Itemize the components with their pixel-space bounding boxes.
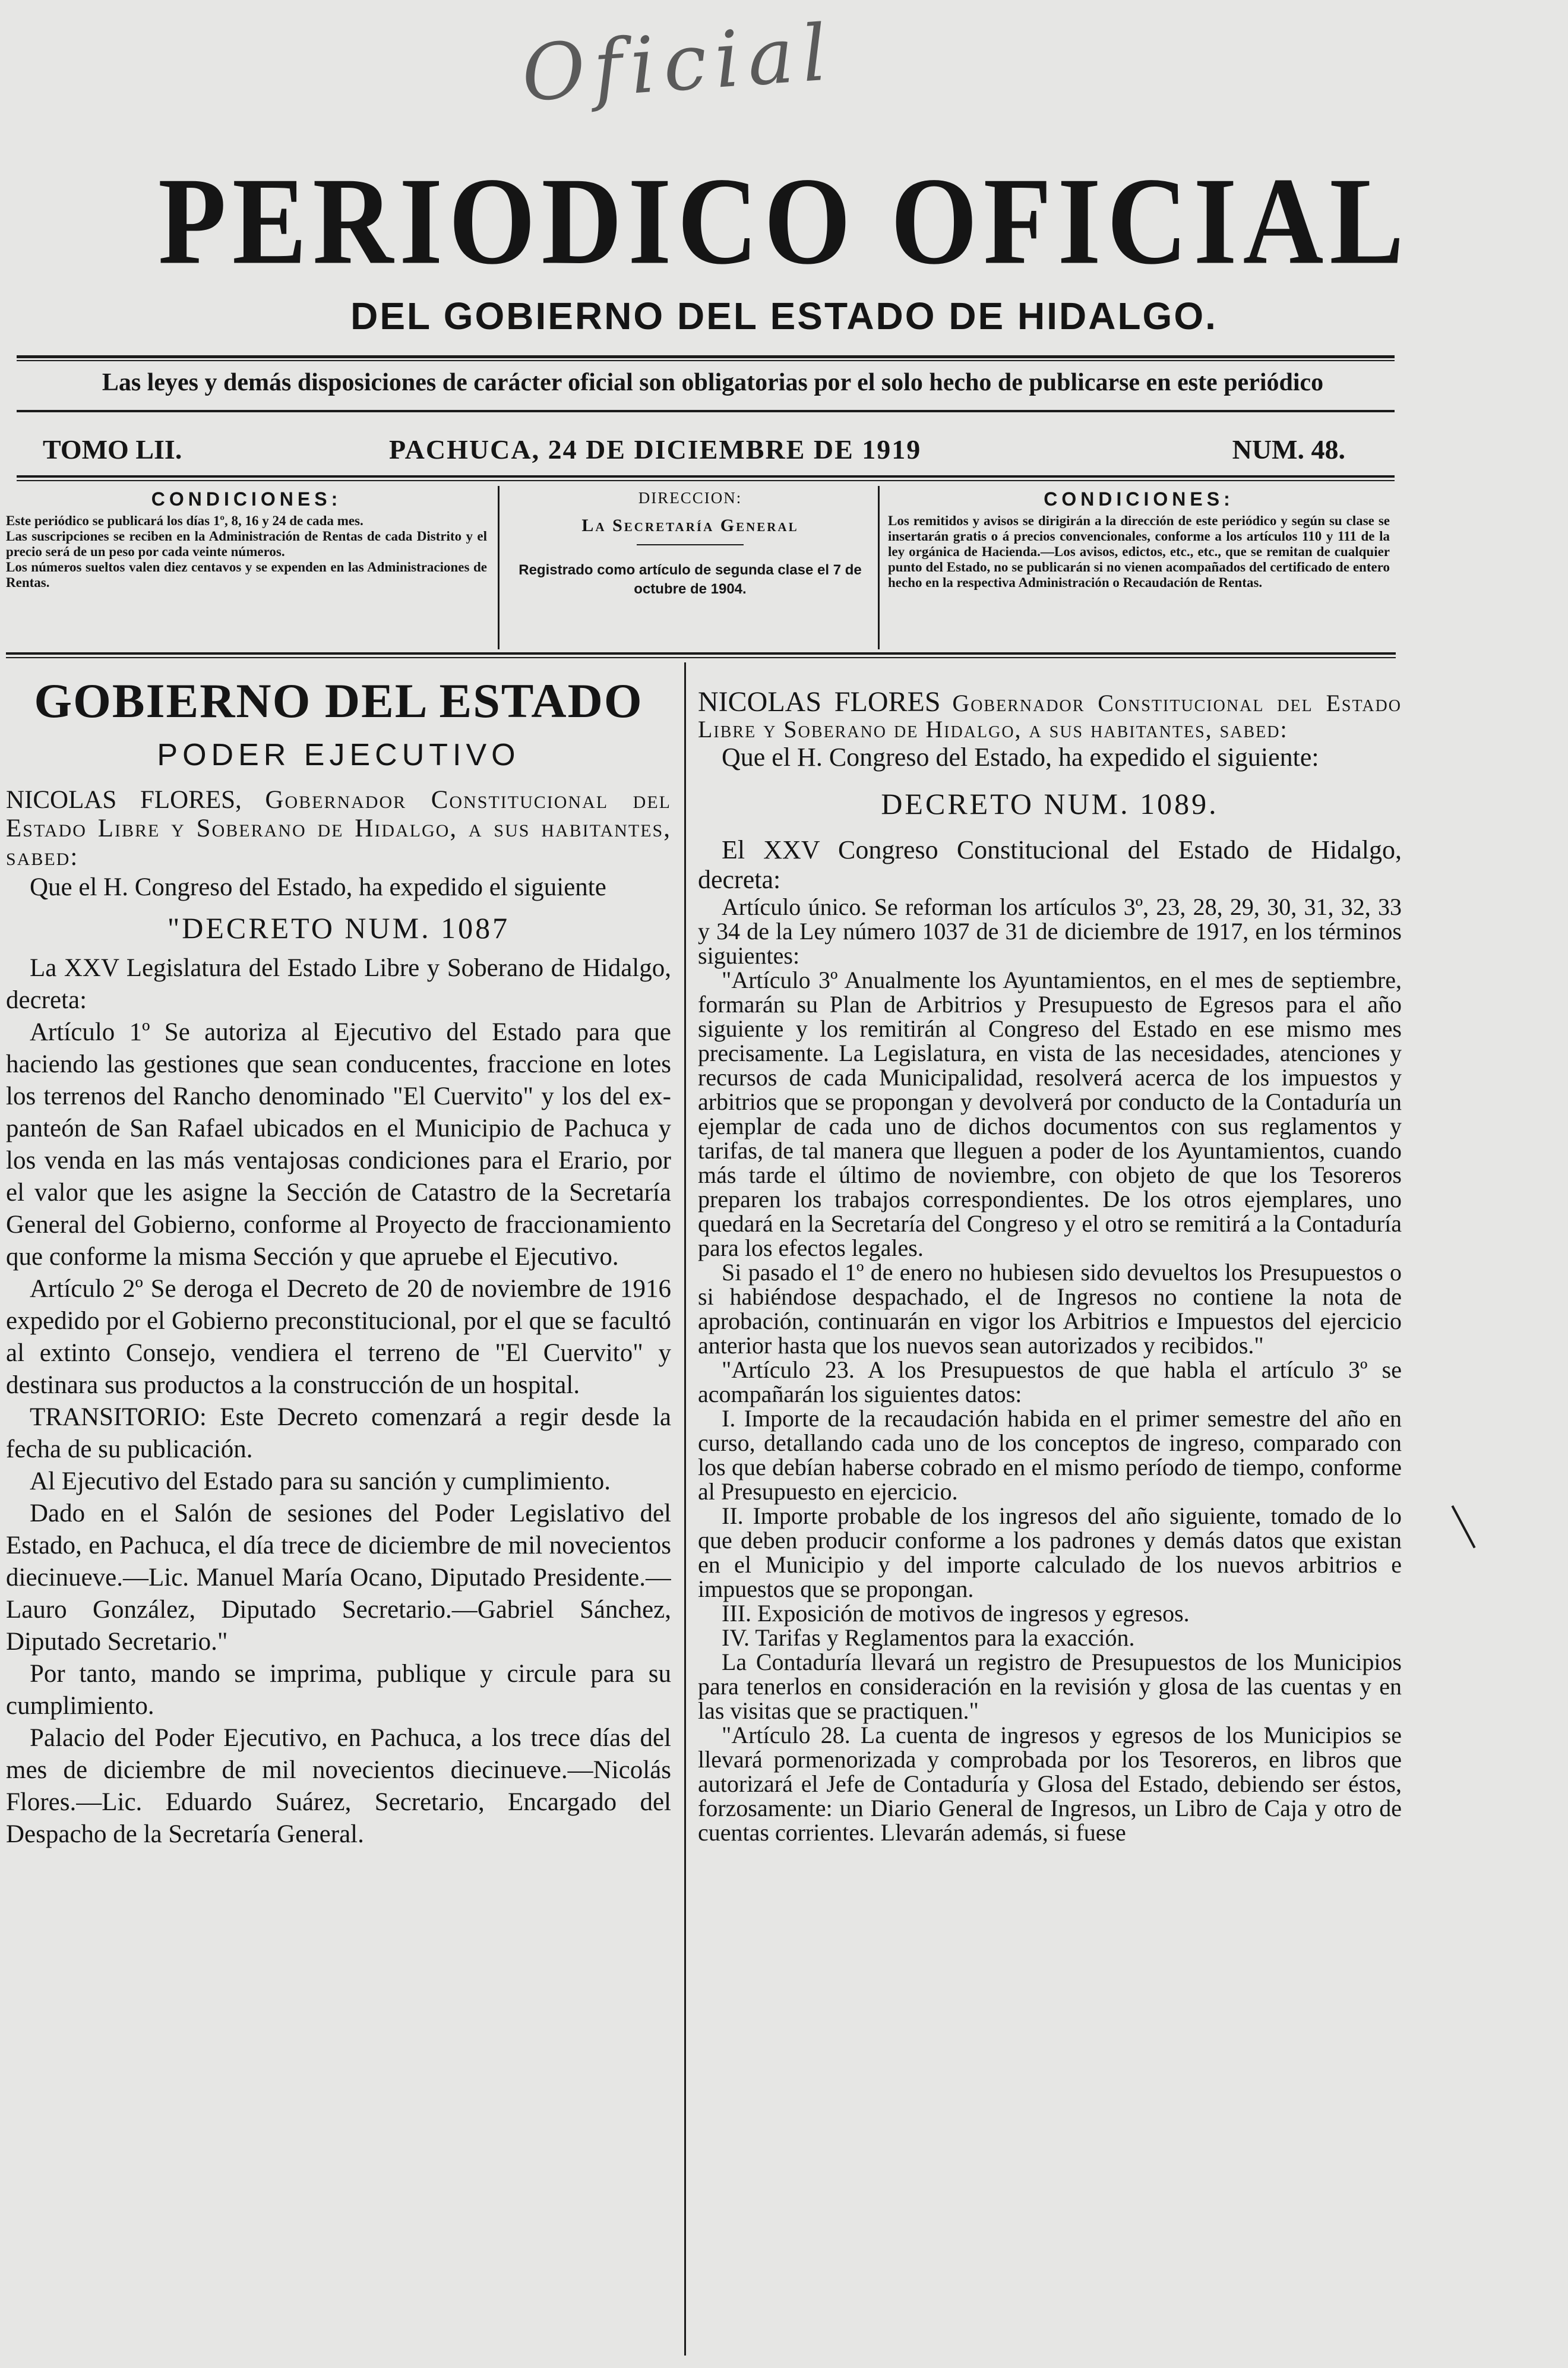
direction-box bbox=[512, 487, 868, 648]
condition-item: Este periódico se publicará los días 1º, 8, 16 y 24 de cada mes. bbox=[6, 513, 363, 528]
decree-title: "DECRETO NUM. 1087 bbox=[167, 911, 510, 945]
volume-number: TOMO LII. bbox=[43, 434, 182, 465]
decree-title: DECRETO NUM. 1089. bbox=[881, 787, 1219, 820]
governor-name: NICOLAS FLORES, bbox=[6, 786, 242, 814]
condition-item: Los números sueltos valen diez centavos y se expenden en las Administraciones de Rentas. bbox=[6, 560, 487, 590]
decree-paragraph: "Artículo 3º Anualmente los Ayuntamientos, en el mes de septiembre, formarán su Plan de Arbitrios y Presupuesto de Egresos para el año siguiente y los remitirán al Congreso del Estado en ese mismo mes precisamente. La Legislatura, en vista de las necesidades, atenciones y recursos de cada Municipalidad, resolverá acerca de los impuestos y arbitrios que se propongan y devolverá por conducto de la Contaduría un ejemplar de cada uno de dichos documentos con sus reglamentos y tarifas, de tal manera que lleguen a poder de los Ayuntamientos, cuando más tarde el último de noviembre, con objeto de que los Tesoreros preparen los trabajos correspondientes. De los otros ejemplares, uno quedará en la Secretaría del Congreso y el otro se remitirá a la Contaduría para los efectos legales. bbox=[698, 967, 1402, 1261]
decree-paragraph: IV. Tarifas y Reglamentos para la exacción. bbox=[722, 1624, 1135, 1651]
header-bottom-rule bbox=[6, 652, 1396, 655]
decree-paragraph: La XXV Legislatura del Estado Libre y Soberano de Hidalgo, decreta: bbox=[6, 954, 671, 1014]
issue-number: NUM. 48. bbox=[1232, 434, 1345, 465]
section-heading: GOBIERNO DEL ESTADO bbox=[34, 674, 643, 728]
conditions-text: Los remitidos y avisos se dirigirán a la dirección de este periódico y según su clase se insertarán gratis o á precios convencionales, conforme a los artículos 110 y 111 de la ley orgánica de Hacienda.—Los avisos, edictos, etc., etc., que se remitan de cualquier punto del Estado, no se publicarán si no vienen acompañados del certificado de entero hecho en la respectiva Administración o Recaudación de Rentas. bbox=[888, 513, 1390, 590]
publication-dateline: PACHUCA, 24 DE DICIEMBRE DE 1919 bbox=[389, 434, 922, 465]
governor-title: Gobernador Constitucional del Estado Libre y Soberano de Hidalgo, a sus habitantes, sabed: bbox=[6, 786, 671, 871]
masthead-rule-top-thin bbox=[17, 360, 1395, 361]
decree-paragraph: III. Exposición de motivos de ingresos y egresos. bbox=[722, 1600, 1190, 1627]
newspaper-subtitle: DEL GOBIERNO DEL ESTADO DE HIDALGO. bbox=[350, 295, 1218, 337]
decree-paragraph: Al Ejecutivo del Estado para su sanción y cumplimiento. bbox=[30, 1467, 611, 1495]
decree-paragraph: I. Importe de la recaudación habida en el primer semestre del año en curso, detallando cada uno de los conceptos de ingreso, comparado con los que debían haberse cobrado en el mismo período de tiempo, conforme al Presupuesto en ejercicio. bbox=[698, 1405, 1402, 1505]
direction-inner-rule bbox=[637, 544, 744, 545]
newspaper-title: PERIODICO OFICIAL bbox=[158, 151, 1410, 291]
decree-paragraph: Por tanto, mando se imprima, publique y circule para su cumplimiento. bbox=[6, 1660, 671, 1720]
condition-item: Las suscripciones se reciben en la Administración de Rentas de cada Distrito y el precio será de un peso por cada veinte números. bbox=[6, 529, 487, 559]
governor-name: NICOLAS FLORES bbox=[698, 689, 941, 718]
dateline-rule bbox=[17, 475, 1395, 478]
box-divider-left bbox=[498, 486, 500, 649]
decree-paragraph: Palacio del Poder Ejecutivo, en Pachuca, a los trece días del mes de diciembre de mil novecientos diecinueve.—Nicolás Flores.—Lic. Eduardo Suárez, Secretario, Encargado del Despacho de la Secretaría General. bbox=[6, 1724, 671, 1848]
section-subheading: PODER EJECUTIVO bbox=[157, 738, 520, 772]
masthead-rule-top bbox=[17, 355, 1395, 358]
congress-line: Que el H. Congreso del Estado, ha expedido el siguiente: bbox=[722, 743, 1319, 772]
legal-notice: Las leyes y demás disposiciones de carácter oficial son obligatorias por el solo hecho de publicarse en este periódico bbox=[102, 369, 1324, 396]
masthead-rule-mid bbox=[17, 410, 1395, 412]
decree-paragraph: "Artículo 28. La cuenta de ingresos y egresos de los Municipios se llevará pormenorizada y comprobada por los Tesoreros, en libros que autorizará el Jefe de Contaduría y Glosa del Estado, debiendo ser éstos, forzosamente: un Diario General de Ingresos, un Libro de Caja y otro de cuentas corrientes. Llevarán además, si fuese bbox=[698, 1722, 1402, 1846]
decree-paragraph: TRANSITORIO: Este Decreto comenzará a regir desde la fecha de su publicación. bbox=[6, 1403, 671, 1463]
decree-paragraph: Artículo 1º Se autoriza al Ejecutivo del Estado para que haciendo las gestiones que sean conducentes, fraccione en lotes los terrenos del Rancho denominado "El Cuervito" y los del ex-panteón de San Rafael ubicados en el Municipio de Pachuca y los venda en las más ventajosas condiciones para el Erario, por el valor que les asigne la Sección de Catastro de la Secretaría General del Gobierno, conforme al Proyecto de fraccionamiento que conforme la misma Sección y que apruebe el Ejecutivo. bbox=[6, 1018, 671, 1271]
decree-paragraph: Artículo único. Se reforman los artículos 3º, 23, 28, 29, 30, 31, 32, 33 y 34 de la Ley número 1037 de 31 de diciembre de 1917, en los términos siguientes: bbox=[698, 893, 1402, 969]
governor-title: Gobernador Constitucional del Estado Libre y Soberano de Hidalgo, a sus habitantes, sabed: bbox=[698, 690, 1402, 743]
decree-paragraph: Dado en el Salón de sesiones del Poder Legislativo del Estado, en Pachuca, el día trece de diciembre de mil novecientos diecinueve.—Lic. Manuel María Ocano, Diputado Presidente.—Lauro González, Diputado Secretario.—Gabriel Sánchez, Diputado Secretario." bbox=[6, 1499, 671, 1656]
decree-intro bbox=[6, 786, 671, 872]
conditions-title-left: CONDICIONES: bbox=[151, 488, 342, 510]
decree-paragraph: Si pasado el 1º de enero no hubiesen sido devueltos los Presupuestos o si habiéndose despachado, el de Ingresos no contiene la nota de aprobación, continuarán en vigor los Arbitrios e Impuestos del ejercicio anterior hasta que los nuevos sean autorizados y recibidos." bbox=[698, 1259, 1402, 1359]
decree-paragraph: El XXV Congreso Constitucional del Estado de Hidalgo, decreta: bbox=[698, 835, 1402, 894]
decree-intro bbox=[698, 689, 1402, 743]
header-bottom-rule-thin bbox=[6, 657, 1396, 658]
conditions-box-left bbox=[6, 487, 487, 648]
dateline-rule-thin bbox=[17, 480, 1395, 481]
registration-note: Registrado como artículo de segunda clase el 7 de octubre de 1904. bbox=[519, 562, 862, 597]
decree-paragraph: II. Importe probable de los ingresos del año siguiente, tomado de lo que deben producir conforme a los padrones y demás datos que existan en el Municipio y del importe calculado de los nuevos arbitrios e impuestos que se propongan. bbox=[698, 1502, 1402, 1602]
margin-pen-mark bbox=[1451, 1505, 1475, 1549]
direction-label: DIRECCION: bbox=[638, 489, 742, 507]
column-divider bbox=[684, 662, 686, 2356]
left-column bbox=[6, 674, 671, 2361]
handwritten-annotation: Oficial bbox=[519, 7, 838, 119]
decree-paragraph: Artículo 2º Se deroga el Decreto de 20 de noviembre de 1916 expedido por el Gobierno preconstitucional, por el que se facultó al extinto Consejo, vendiera el terreno de "El Cuervito" y destinara sus productos a la construcción de un hospital. bbox=[6, 1275, 671, 1399]
direction-body: La Secretaría General bbox=[581, 516, 799, 535]
conditions-title-right: CONDICIONES: bbox=[1044, 488, 1234, 510]
right-column bbox=[698, 689, 1402, 2353]
decree-paragraph: "Artículo 23. A los Presupuestos de que habla el artículo 3º se acompañarán los siguientes datos: bbox=[698, 1356, 1402, 1407]
decree-paragraph: La Contaduría llevará un registro de Presupuestos de los Municipios para tenerlos en consideración en la revisión y glosa de las cuentas y en las visitas que se practiquen." bbox=[698, 1649, 1402, 1724]
congress-line: Que el H. Congreso del Estado, ha expedido el siguiente bbox=[30, 873, 606, 901]
box-divider-right bbox=[878, 486, 880, 649]
conditions-box-right bbox=[888, 487, 1390, 648]
